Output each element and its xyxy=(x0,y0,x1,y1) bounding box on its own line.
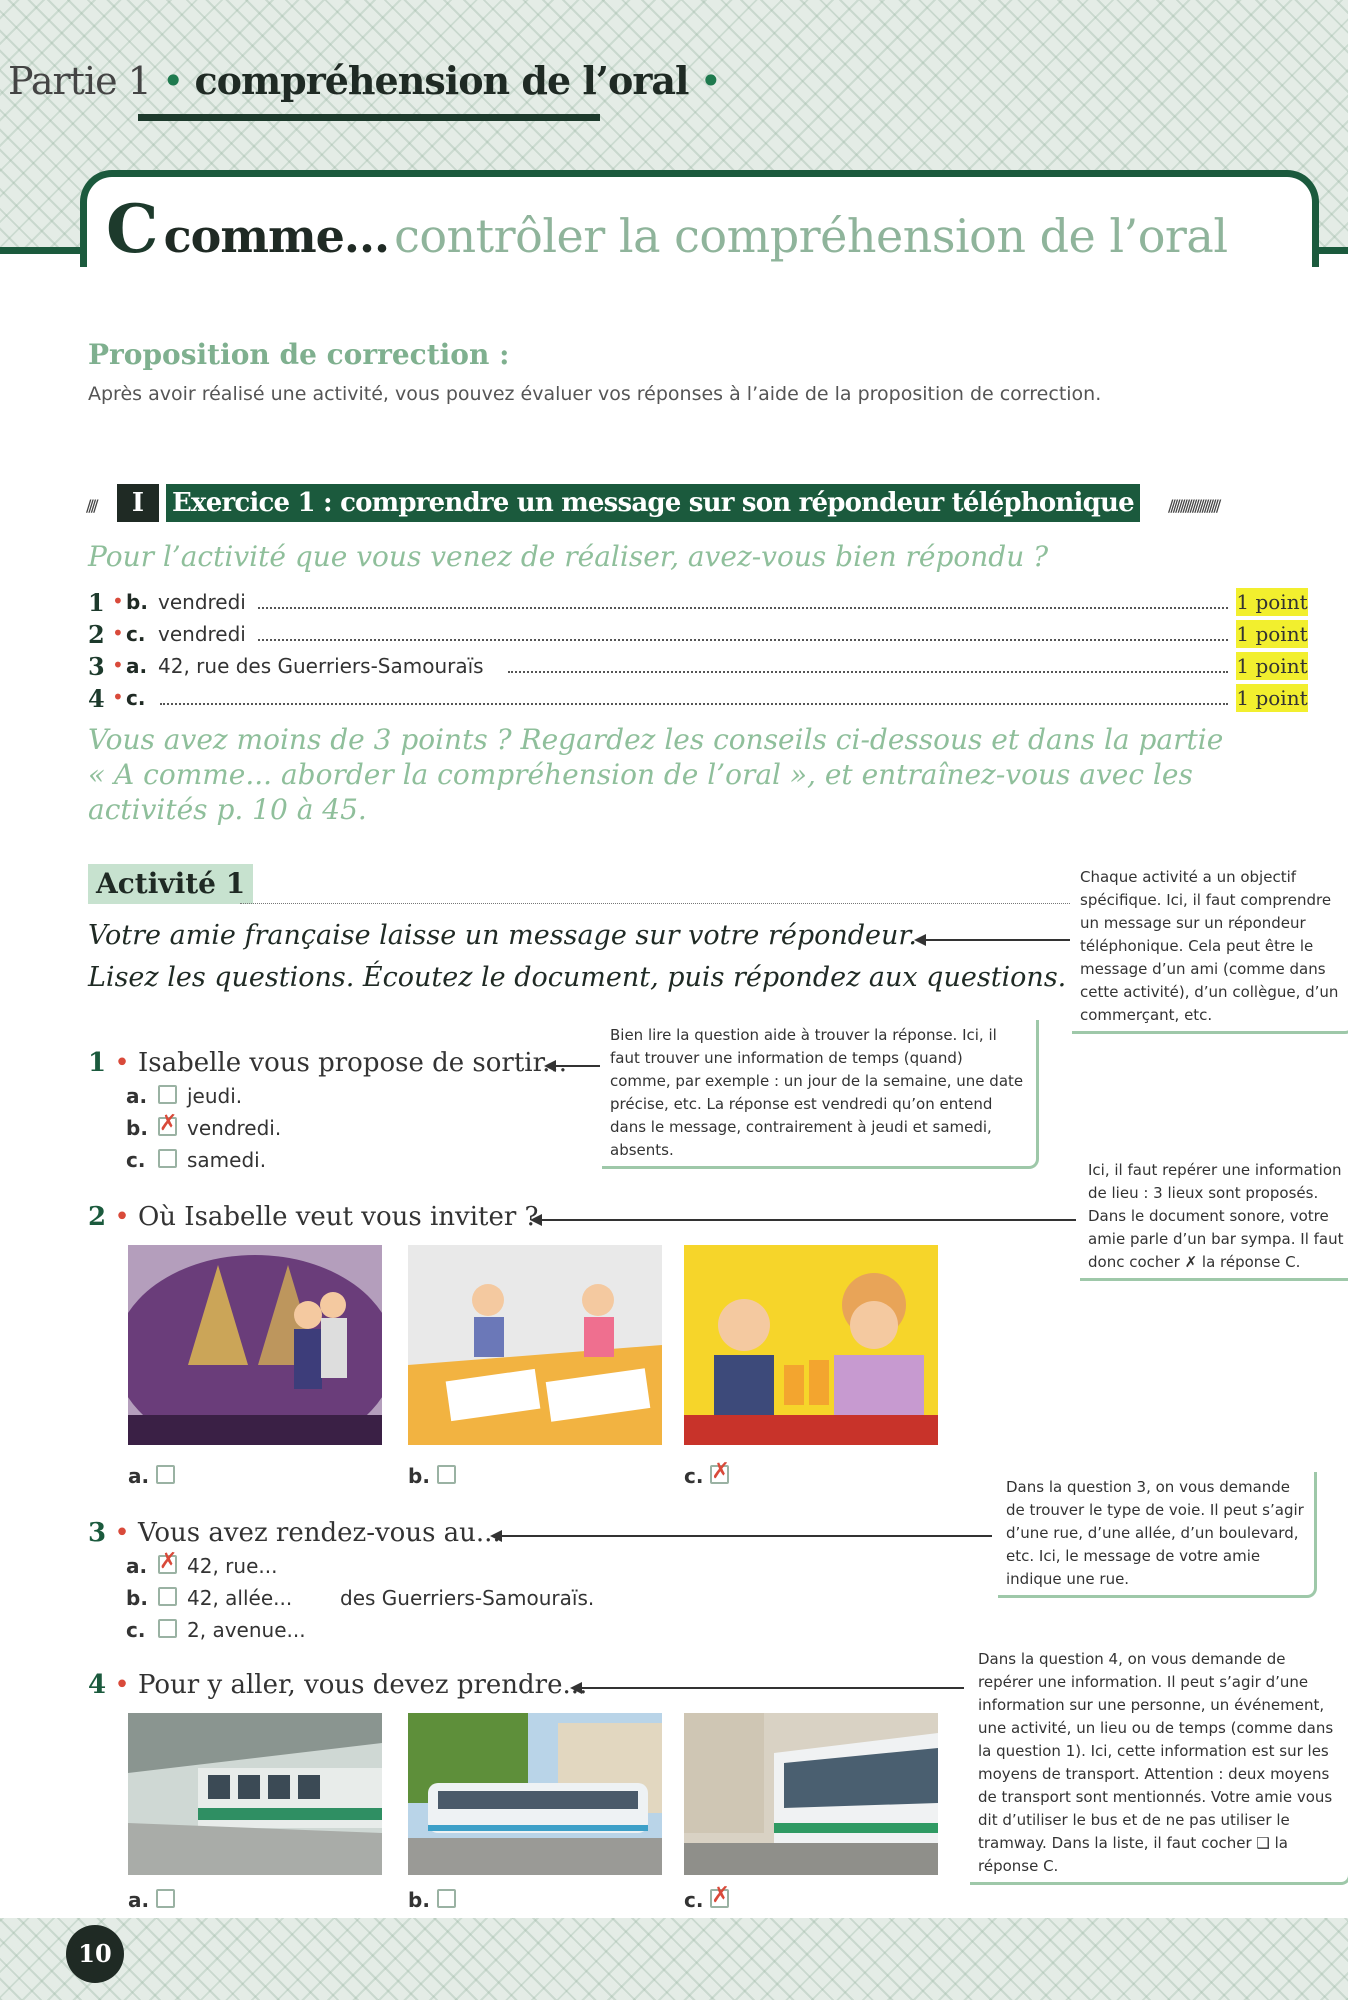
option[interactable]: b. 42, allée... xyxy=(126,1586,293,1610)
option[interactable]: a. jeudi. xyxy=(126,1084,243,1108)
answer-row: 1 • b. vendredi 1 point xyxy=(88,588,1308,617)
title-comme: comme... xyxy=(163,209,389,263)
answer-num: 3 xyxy=(88,652,105,681)
checkbox[interactable] xyxy=(437,1465,456,1484)
hatch-left: //// xyxy=(86,496,96,515)
checkbox[interactable] xyxy=(437,1889,456,1908)
option[interactable]: b. xyxy=(408,1464,466,1488)
answer-row: 2 • c. vendredi 1 point xyxy=(88,620,1308,649)
option[interactable]: a. xyxy=(128,1464,185,1488)
image-metro xyxy=(128,1713,382,1875)
answer-num: 2 xyxy=(88,620,105,649)
note-objective: Chaque activité a un objectif spécifique. Ici, il faut comprendre un message sur un répondeur téléphonique. Cela peut être le message d’un ami (comme dans cette activité), d’un collègue, d’un commerçant, etc. xyxy=(1072,862,1348,1034)
option[interactable]: b.✗ vendredi. xyxy=(126,1116,281,1140)
answer-points: 1 point xyxy=(1236,622,1308,646)
activity-instructions xyxy=(88,915,1066,999)
section-label: Partie 1 • compréhension de l’oral • xyxy=(8,58,721,103)
footer-pattern xyxy=(0,1918,1348,2000)
page-title xyxy=(106,190,1228,268)
answer-points: 1 point xyxy=(1236,590,1308,614)
note-q1: Bien lire la question aide à trouver la réponse. Ici, il faut trouver une information de temps (quand) comme, par exemple : un jour de la semaine, une date précise, etc. La réponse est vendredi qu’on entend dans le message, contrairement à jeudi et samedi, absents. xyxy=(602,1020,1039,1169)
answer-num: 1 xyxy=(88,588,105,617)
question-3: 3 • Vous avez rendez-vous au... xyxy=(88,1518,501,1548)
note-q2: Ici, il faut repérer une information de lieu : 3 lieux sont proposés. Dans le document sonore, votre amie parle d’un bar sympa. Il faut donc cocher ✗ la réponse C. xyxy=(1080,1155,1348,1281)
section-prefix: Partie 1 xyxy=(8,59,151,103)
instruction-line: Votre amie française laisse un message sur votre répondeur. xyxy=(88,920,917,951)
checkbox[interactable] xyxy=(158,1619,177,1638)
address-suffix: des Guerriers-Samouraïs. xyxy=(340,1586,595,1610)
answer-letter: a. xyxy=(126,654,148,678)
answer-row: 4 • c. 1 point xyxy=(88,684,1308,713)
answer-text: vendredi xyxy=(158,622,246,646)
answer-letter: c. xyxy=(126,622,146,646)
option[interactable]: c. ✗ xyxy=(684,1464,739,1488)
arrow-q1 xyxy=(556,1065,600,1067)
checkbox[interactable] xyxy=(158,1587,177,1606)
activity-label: Activité 1 xyxy=(88,864,253,904)
proposition-heading: Proposition de correction : xyxy=(88,338,510,371)
section-underline xyxy=(138,114,600,121)
checkbox[interactable] xyxy=(158,1149,177,1168)
option[interactable]: c. samedi. xyxy=(126,1148,267,1172)
exercise-number: I xyxy=(117,484,159,522)
exercise-title: Exercice 1 : comprendre un message sur son répondeur téléphonique xyxy=(166,484,1140,522)
answer-text: vendredi xyxy=(158,590,246,614)
question-2: 2 • Où Isabelle veut vous inviter ? xyxy=(88,1202,539,1232)
question-text: Pour y aller, vous devez prendre... xyxy=(137,1670,588,1700)
checkbox[interactable] xyxy=(158,1085,177,1104)
option[interactable]: c. ✗ xyxy=(684,1888,739,1912)
arrow-q2 xyxy=(542,1219,1076,1221)
answer-points: 1 point xyxy=(1236,686,1308,710)
image-yoga xyxy=(408,1245,662,1445)
option[interactable]: c. 2, avenue... xyxy=(126,1618,306,1642)
option[interactable]: a.✗ 42, rue... xyxy=(126,1554,277,1578)
checkbox[interactable] xyxy=(156,1465,175,1484)
section-title: compréhension de l’oral xyxy=(194,58,689,103)
image-nightclub xyxy=(128,1245,382,1445)
checkbox-checked[interactable] xyxy=(158,1555,177,1574)
proposition-text: Après avoir réalisé une activité, vous pouvez évaluer vos réponses à l’aide de la proposition de correction. xyxy=(88,383,1102,405)
instruction-line: Lisez les questions. Écoutez le document, puis répondez aux questions. xyxy=(88,962,1067,993)
page-number: 10 xyxy=(66,1925,124,1983)
question-4: 4 • Pour y aller, vous devez prendre... xyxy=(88,1670,588,1700)
answer-letter: c. xyxy=(126,686,146,710)
activity-rule xyxy=(240,903,1070,904)
question-text: Où Isabelle veut vous inviter ? xyxy=(137,1202,539,1232)
advice-text: Vous avez moins de 3 points ? Regardez les conseils ci-dessous et dans la partie « A comme... aborder la compréhension de l’oral », et entraînez-vous avec les activités p. 10 à 45. xyxy=(88,723,1224,826)
answer-text: 42, rue des Guerriers-Samouraïs xyxy=(158,654,484,678)
image-bar xyxy=(684,1245,938,1445)
score-question: Pour l’activité que vous venez de réaliser, avez-vous bien répondu ? xyxy=(88,540,1049,573)
arrow-objective xyxy=(926,939,1070,941)
option[interactable]: a. xyxy=(128,1888,185,1912)
checkbox-checked[interactable] xyxy=(158,1117,177,1136)
image-bus xyxy=(684,1713,938,1875)
checkbox-checked[interactable] xyxy=(710,1465,729,1484)
answer-row: 3 • a. 42, rue des Guerriers-Samouraïs 1 point xyxy=(88,652,1308,681)
checkbox[interactable] xyxy=(156,1889,175,1908)
answer-points: 1 point xyxy=(1236,654,1308,678)
arrow-q4 xyxy=(582,1687,964,1689)
title-letter: C xyxy=(106,190,159,268)
question-text: Vous avez rendez-vous au... xyxy=(137,1518,501,1548)
question-1: 1 • Isabelle vous propose de sortir... xyxy=(88,1048,567,1078)
note-q3: Dans la question 3, on vous demande de trouver le type de voie. Il peut s’agir d’une rue, d’une allée, d’un boulevard, etc. Ici, le message de votre amie indique une rue. xyxy=(998,1472,1317,1598)
checkbox-checked[interactable] xyxy=(710,1889,729,1908)
exercise-banner xyxy=(86,484,1306,522)
answer-num: 4 xyxy=(88,684,105,713)
answer-letter: b. xyxy=(126,590,148,614)
title-rest: contrôler la compréhension de l’oral xyxy=(394,209,1228,263)
arrow-q3 xyxy=(502,1535,992,1537)
hatch-right: ///////////////////// xyxy=(1168,496,1219,515)
note-q4: Dans la question 4, on vous demande de repérer une information. Il peut s’agir d’une information sur une personne, un événement, une activité, un lieu ou de temps (comme dans la question 1). Ici, cette information est sur les moyens de transport. Attention : deux moyens de transport sont mentionnés. Votre amie vous dit d’utiliser le bus et de ne pas utiliser le tramway. Dans la liste, il faut cocher ❑ la réponse C. xyxy=(970,1644,1348,1885)
image-tram xyxy=(408,1713,662,1875)
option[interactable]: b. xyxy=(408,1888,466,1912)
question-text: Isabelle vous propose de sortir... xyxy=(137,1048,567,1078)
